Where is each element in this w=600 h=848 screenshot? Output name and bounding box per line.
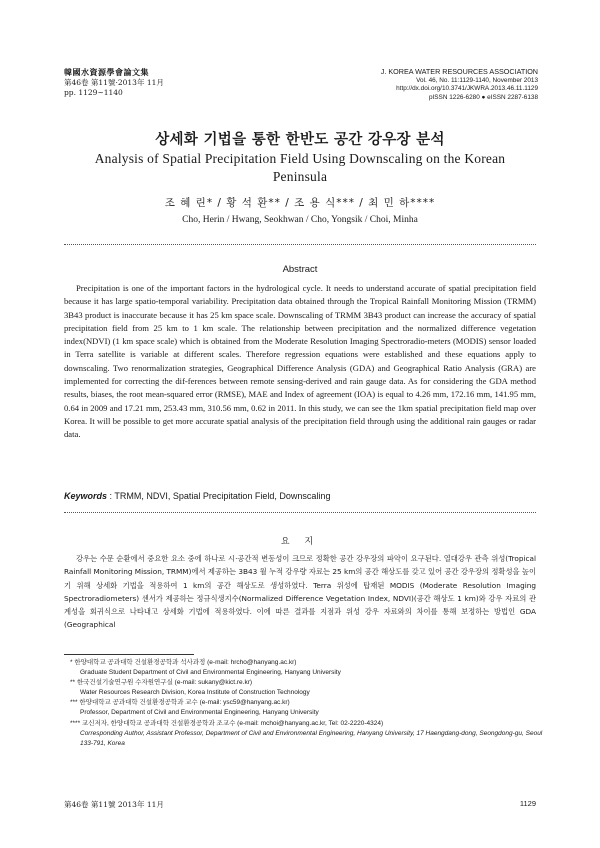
footnote-1-english: Graduate Student Department of Civil and Environmental Engineering, Hanyang University [80, 669, 341, 677]
footnote-divider [64, 654, 194, 655]
footnote-4-english: Corresponding Author, Assistant Professor, Department of Civil and Environmental Engineering, Hanyang University, 17 Haengdang-dong, Seongdong-gu, Seoul 133-791, Korea [80, 729, 543, 747]
footnote-1: * 한양대학교 공과대학 건설환경공학과 석사과정 (e-mail: hrcho@hanyang.ac.kr) [70, 659, 297, 666]
keywords-line [64, 491, 536, 501]
footnote-2-english: Water Resources Research Division, Korea Institute of Construction Technology [80, 689, 310, 697]
journal-header-right [381, 68, 538, 102]
divider-middle [64, 512, 536, 513]
footnotes [64, 658, 544, 749]
journal-volume-english: Vol. 46, No. 11:1129-1140, November 2013 [416, 76, 538, 84]
authors-korean: 조 혜 린* / 황 석 환** / 조 용 식*** / 최 민 하**** [164, 197, 436, 209]
footnote-2: ** 한국건설기술연구원 수자원연구실 (e-mail: sukany@kict.re.kr) [70, 679, 253, 687]
divider-top [64, 244, 536, 245]
footer-volume: 第46卷 第11號 2013年 11月 [64, 800, 164, 809]
page-number: 1129 [519, 799, 536, 808]
footnote-3-english: Professor, Department of Civil and Environmental Engineering, Hanyang University [80, 709, 319, 717]
keywords-values: : TRMM, NDVI, Spatial Precipitation Field, Downscaling [109, 491, 331, 501]
keywords-label: Keywords [64, 491, 108, 501]
abstract-heading: Abstract [282, 264, 318, 275]
journal-name-english: J. KOREA WATER RESOURCES ASSOCIATION [380, 67, 538, 76]
doi-link[interactable]: http://dx.doi.org/10.3741/JKWRA.2013.46.11.1129 [396, 85, 538, 93]
journal-pages: pp. 1129~1140 [64, 88, 123, 97]
footnote-3: *** 한양대학교 공과대학 건설환경공학과 교수 (e-mail: ysc59@hanyang.ac.kr) [70, 699, 290, 707]
journal-name-korean: 韓國水資源學會論文集 [64, 68, 149, 77]
paper-title-korean: 상세화 기법을 통한 한반도 공간 강우장 분석 [155, 132, 445, 148]
issn-info: pISSN 1226-6280 ● eISSN 2287-6138 [428, 93, 538, 101]
authors-english: Cho, Herin / Hwang, Seokhwan / Cho, Yongsik / Choi, Minha [182, 215, 418, 225]
korean-summary-heading: 요 지 [280, 537, 320, 547]
journal-header-left [64, 68, 164, 98]
journal-volume-korean: 第46卷 第11號·2013年 11月 [64, 78, 164, 87]
paper-title-english: Analysis of Spatial Precipitation Field Using Downscaling on the Korean Peninsula [94, 151, 506, 184]
korean-summary-body: 강우는 수문 순환에서 중요한 요소 중에 하나로 시·공간적 변동성이 크므로 정확한 공간 강우장의 파악이 요구된다. 열대강우 관측 위성(Tropical Rainfall Monitoring Mission, TRMM)에서 제공하는 3B43 월 누적 강우량 자료는 25 km의 공간 해상도를 갖고 있어 공간 강우장의 정확성을 높이기 위해 상세화 기법을 적용하여 1 km의 공간 해상도로 생성하였다. Terra 위성에 탑재된 MODIS (Moderate Resolution Imaging Spectroradiometers) 센서가 제공하는 정규식생지수(Normalized Difference Vegetation Index, NDVI)(공간 해상도 1 km)와 강우 자료의 관계성을 회귀식으로 나타내고 상세화 기법에 적용하였다. 이에 따른 결과를 지점과 위성 강우 자료와의 차이를 통해 보정하는 방법인 GDA (Geographical [64, 554, 536, 630]
abstract-body: Precipitation is one of the important factors in the hydrological cycle. It needs to understand accurate of spatial precipitation field because it has large spatio-temporal variability. Precipitation data obtained through the Tropical Rainfall Monitoring Mission (TRMM) 3B43 product is inaccurate because it has 25 km space scale. Downscaling of TRMM 3B43 product can increase the accuracy of spatial precipitation field from 25 km to 1 km scale. The relationship between precipitation and the normalized difference vegetation index(NDVI) (1 km space scale) which is obtained from the Moderate Resolution Imaging Spectroradio-meters (MODIS) sensor loaded in Terra satellite is variable at different scales. Therefore regression equations were established and these equations apply to downscaling. Two renormalization strategies, Geographical Difference Analysis (GDA) and Geographical Ratio Analysis (GRA) are implemented for correcting the dif-ferences between remote sensing-derived and rain gauge data. As for considering the GDA method results, biases, the root mean-squared error (RMSE), MAE and Index of agreement (IOA) is equal to 4.26 mm, 172.16 mm, 141.95 mm, 0.64 in 2009 and 17.21 mm, 253.43 mm, 310.56 mm, 0.62 in 2011. In this study, we can see the 1km spatial precipitation field map over Korea. It will be possible to get more accurate spatial analysis of the precipitation field through using the additional rain gauges or radar data. [64, 283, 536, 440]
footnote-4: **** 교신저자, 한양대학교 공과대학 건설환경공학과 조교수 (e-mail: mchoi@hanyang.ac.kr, Tel: 02-2220-4324) [70, 719, 384, 727]
